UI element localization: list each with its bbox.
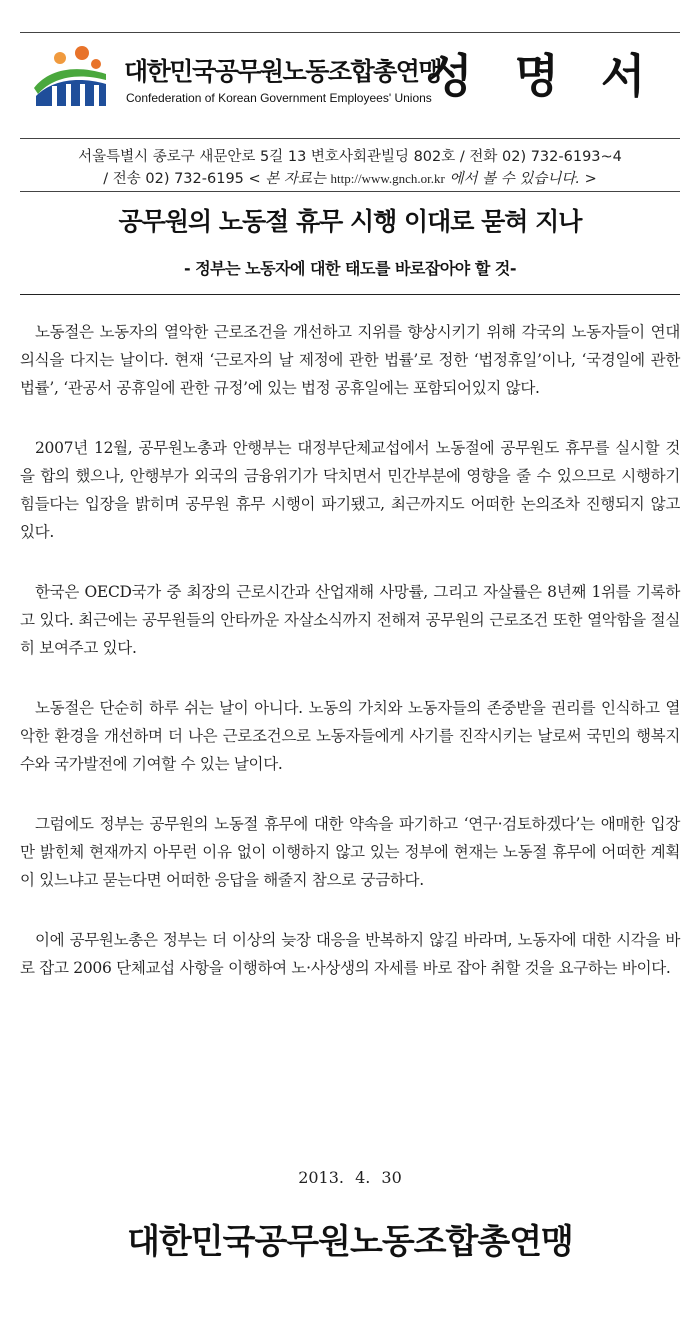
paragraph: 한국은 OECD국가 중 최장의 근로시간과 산업재해 사망률, 그리고 자살률은 8년째 1위를 기록하고 있다. 최근에는 공무원들의 안타까운 자살소식까지 전해져 공무원의 근로조건 또한 열악함을 절실히 보여주고 있다.: [20, 583, 680, 657]
top-rule: [20, 32, 680, 33]
document-type-title: 성 명 서: [428, 49, 652, 103]
statement-title: 공무원의 노동절 휴무 시행 이대로 묻혀 지나: [118, 207, 582, 236]
statement-body: [20, 318, 680, 1014]
org-name-en: Confederation of Korean Government Employees' Unions: [126, 91, 432, 105]
letterhead: [20, 38, 680, 138]
union-logo-icon: [30, 44, 110, 110]
contact-line2: [20, 168, 680, 190]
footer-org-name: 대한민국공무원노동조합총연맹: [127, 1222, 573, 1262]
statement-subtitle: - 정부는 노동자에 대한 태도를 바로잡아야 할 것-: [184, 259, 516, 278]
notice-suffix: 에서 볼 수 있습니다. >: [449, 171, 597, 187]
contact-divider: [20, 191, 680, 192]
paragraph: 노동절은 노동자의 열악한 근로조건을 개선하고 지위를 향상시키기 위해 각국의 노동자들이 연대의식을 다지는 날이다. 현재 ‘근로자의 날 제정에 관한 법률’로 정한 ‘법정휴일’이나, ‘국경일에 관한 법률’, ‘관공서 공휴일에 관한 규정’에 있는 법정 공휴일에는 포함되어있지 않다.: [20, 323, 680, 397]
website-link[interactable]: http://www.gnch.or.kr: [330, 171, 445, 186]
title-divider: [20, 294, 680, 295]
contact-info: [20, 146, 680, 190]
paragraph: 2007년 12월, 공무원노총과 안행부는 대정부단체교섭에서 노동절에 공무원도 휴무를 실시할 것을 합의 했으나, 안행부가 외국의 금융위기가 닥치면서 민간부분에 영향을 줄 수 있으므로 시행하기 힘들다는 입장을 밝히며 공무원 휴무 시행이 파기됐고, 최근까지도 어떠한 논의조차 진행되지 않고 있다.: [20, 439, 680, 541]
org-name-kr: 대한민국공무원노동조합총연맹: [124, 57, 442, 86]
header-divider: [20, 138, 680, 139]
paragraph: 이에 공무원노총은 정부는 더 이상의 늦장 대응을 반복하지 않길 바라며, 노동자에 대한 시각을 바로 잡고 2006 단체교섭 사항을 이행하여 노·사상생의 자세를 바로 잡아 취할 것을 요구하는 바이다.: [20, 931, 680, 977]
paragraph: 노동절은 단순히 하루 쉬는 날이 아니다. 노동의 가치와 노동자들의 존중받을 권리를 인식하고 열악한 환경을 개선하며 더 나은 근로조건으로 노동자들에게 사기를 진작시키는 날로써 국민의 행복지수와 국가발전에 기여할 수 있는 날이다.: [20, 699, 680, 773]
contact-address: 서울특별시 종로구 새문안로 5길 13 변호사회관빌딩 802호 / 전화 02) 732-6193~4: [78, 149, 622, 165]
paragraph: 그럼에도 정부는 공무원의 노동절 휴무에 대한 약속을 파기하고 ‘연구·검토하겠다’는 애매한 입장만 밝힌체 현재까지 아무런 이유 없이 이행하지 않고 있는 정부에 현재는 노동절 휴무에 어떠한 계획이 있느냐고 묻는다면 어떠한 응답을 해줄지 참으로 궁금하다.: [20, 815, 680, 889]
notice-prefix: < 본 자료는: [248, 171, 326, 187]
contact-fax: / 전송 02) 732-6195: [103, 171, 244, 187]
statement-date: 2013. 4. 30: [298, 1168, 402, 1187]
